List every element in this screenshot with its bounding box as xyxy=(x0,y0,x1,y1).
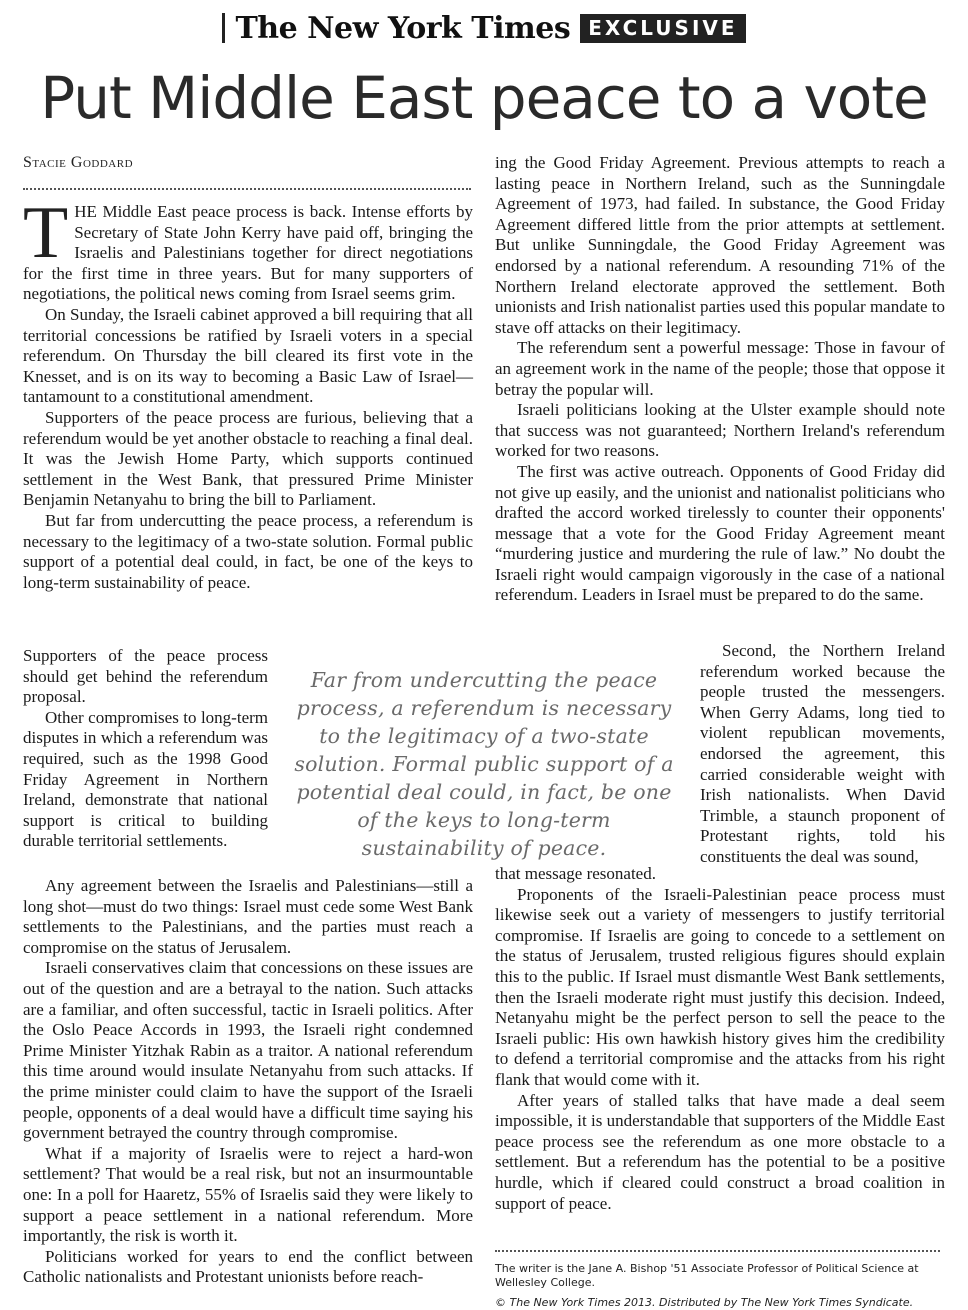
paragraph: But far from undercutting the peace process, a referendum is necessary to the legitimacy of a two-state solution. Formal public support of a potential deal could, in fact, be one of the keys to long-term sustainability of peace. xyxy=(23,510,473,592)
byline: Stacie Goddard xyxy=(23,154,134,171)
paragraph: After years of stalled talks that have made a deal seem impossible, it is understandable that supporters of the Middle East peace process see the referendum as one more obstacle to a settlement. But a referendum has the potential to be a positive hurdle, which if cleared could construct a broad coalition in support of peace. xyxy=(495,1090,945,1213)
paragraph: Any agreement between the Israelis and Palestinians—still a long shot—must do two things: Israel must cede some West Bank settlements to the Palestinians, and the parties must reach a compromise on the status of Jerusalem. xyxy=(23,876,473,957)
paragraph: ing the Good Friday Agreement. Previous attempts to reach a lasting peace in Northern Ireland, such as the Sunningdale Agreement of 1973, had failed. In substance, the Good Friday Agreement differed little from the prior attempts at settlement. But unlike Sunningdale, the Good Friday Agreement was endorsed by a national referendum. A resounding 71% of the Northern Ireland electorate approved the settlement. Both unionists and Irish nationalist parties used this popular mandate to stave off attacks on their legitimacy. xyxy=(495,153,945,337)
pull-quote: Far from undercutting the peace process, a referendum is necessary to the legitimacy of a two-state solution. Formal public support of a potential deal could, in fact, be one of the keys to long-term sustainability of peace. xyxy=(294,668,674,860)
copyright-line: © The New York Times 2013. Distributed by The New York Times Syndicate. xyxy=(495,1296,914,1309)
paragraph: Supporters of the peace process should get behind the referendum proposal. xyxy=(23,646,268,707)
headline: Put Middle East peace to a vote xyxy=(40,64,928,132)
author-note: The writer is the Jane A. Bishop '51 Associate Professor of Political Science at Wellesley College. xyxy=(495,1262,919,1289)
right-column-bottom xyxy=(495,864,945,1214)
exclusive-badge: EXCLUSIVE xyxy=(580,14,745,43)
left-column-bottom xyxy=(23,876,473,1288)
paragraph: Second, the Northern Ireland referendum worked because the people trusted the messengers. When Gerry Adams, long tied to violent republican movements, endorsed the agreement, this carried considerable weight with Irish nationalists. When David Trimble, a staunch proponent of Protestant rights, told his constituents the deal was sound, xyxy=(700,641,945,866)
right-column-narrow xyxy=(700,641,945,868)
masthead xyxy=(0,10,968,46)
footnote-rule xyxy=(495,1250,940,1252)
left-column-top xyxy=(23,192,474,593)
nyt-logo: The New York Times xyxy=(235,10,571,46)
paragraph: Other compromises to long-term disputes in which a referendum was required, such as the 1998 Good Friday Agreement in Northern Ireland, demonstrate that national support is critical to building durable territorial settlements. xyxy=(23,707,268,851)
paragraph: Politicians worked for years to end the conflict between Catholic nationalists and Protestant unionists before reach- xyxy=(23,1246,473,1287)
paragraph: Israeli politicians looking at the Ulster example should note that success was not guaranteed; Northern Ireland's referendum worked for two reasons. xyxy=(495,400,945,461)
paragraph: THE Middle East peace process is back. Intense efforts by Secretary of State John Kerry have paid off, bringing the Israelis and Palestinians together for direct negotiations for the first time in three years. But for many supporters of negotiations, the political news coming from Israel seems grim. xyxy=(23,192,473,304)
paragraph: that message resonated. xyxy=(495,864,656,883)
masthead-divider xyxy=(222,13,225,43)
paragraph: On Sunday, the Israeli cabinet approved a bill requiring that all territorial concessions be ratified by Israeli voters in a special referendum. On Thursday the bill cleared its first vote in the Knesset, and is on its way to becoming a Basic Law of Israel—tantamount to a constitutional amendment. xyxy=(23,304,474,407)
paragraph: Israeli conservatives claim that concessions on these issues are out of the question and are a betrayal to the nation. Such attacks are a familiar, and often successful, tactic in Israeli politics. After the Oslo Peace Accords in 1993, the Israeli right condemned Prime Minister Yitzhak Rabin as a traitor. A national referendum this time around would insulate Netanyahu from such attacks. If the prime minister could claim to have the support of the Israeli people, opponents of a deal would have a difficult time saying his government betrayed the country through compromise. xyxy=(23,958,473,1143)
paragraph: Supporters of the peace process are furious, believing that a referendum would be yet another obstacle to reaching a final deal. It was the Jewish Home Party, which supports continued settlement in the West Bank, that pressured Prime Minister Benjamin Netanyahu to bring the bill to Parliament. xyxy=(23,407,473,510)
paragraph: What if a majority of Israelis were to reject a hard-won settlement? That would be a real risk, but not an insurmountable one: In a poll for Haaretz, 55% of Israelis said they were likely to support a peace settlement in a national referendum. More importantly, the risk is worth it. xyxy=(23,1143,473,1246)
right-column-top xyxy=(495,153,945,606)
paragraph: Proponents of the Israeli-Palestinian peace process must likewise seek out a variety of messengers to justify territorial compromise. If Israelis are going to concede to a settlement on the status of Jerusalem, trusted religious figures should explain this to the public. If Israel must dismantle West Bank settlements, then the Israeli moderate right must justify this decision. Indeed, Netanyahu might be the perfect person to sell the peace to the Israeli public: His own hawkish history gives him the credibility to defend a territorial compromise and the attacks from his right flank that would come with it. xyxy=(495,884,945,1089)
byline-rule xyxy=(23,188,471,190)
paragraph: The first was active outreach. Opponents of Good Friday did not give up easily, and the unionist and nationalist politicians who drafted the accord worked tirelessly to counter their opponents' message that a vote for the Good Friday Agreement meant “murdering justice and murdering the rule of law.” No doubt the Israeli right would campaign vigorously in the case of a national referendum. Leaders in Israel must be prepared to do the same. xyxy=(495,461,945,605)
left-column-narrow xyxy=(23,646,268,852)
drop-cap: T xyxy=(23,192,69,274)
paragraph: The referendum sent a powerful message: Those in favour of an agreement work in the name of the people; those that oppose it betray the popular will. xyxy=(495,338,945,399)
